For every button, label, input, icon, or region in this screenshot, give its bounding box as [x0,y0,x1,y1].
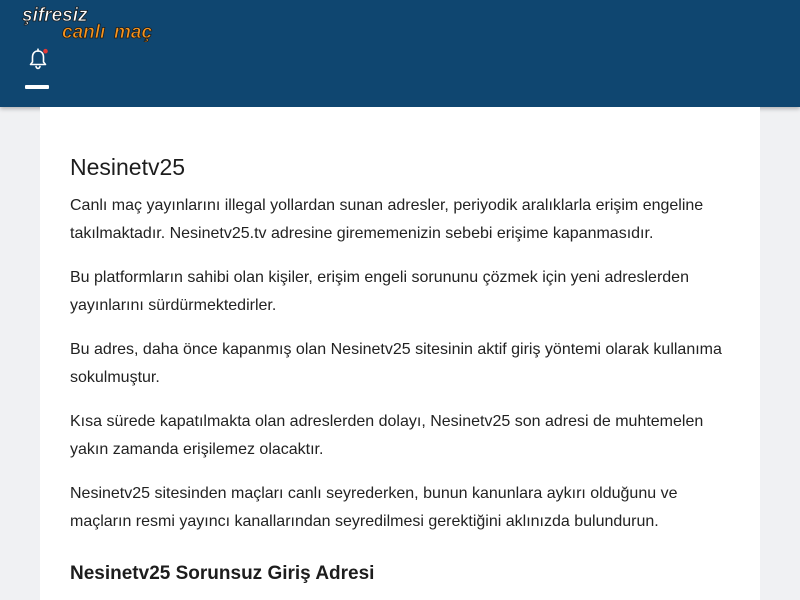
bell-icon[interactable] [27,48,49,70]
article-paragraph: Canlı maç yayınlarını illegal yollardan sunan adresler, periyodik aralıklarla erişim engeline takılmaktadır. Nesinetv25.tv adresine girememenizin sebebi erişime kapanmasıdır. [70,197,704,242]
article-paragraph: Kısa sürede kapatılmakta olan adreslerden dolayı, Nesinetv25 son adresi de muhtemelen yakın zamanda erişilemez olacaktır. [70,413,704,458]
page-title: Nesinetv25 [70,154,186,180]
site-header [0,0,800,107]
hamburger-menu-icon[interactable] [25,85,49,93]
notification-dot [43,49,48,54]
section-title: Nesinetv25 Sorunsuz Giriş Adresi [70,563,375,584]
article-paragraph: Bu adres, daha önce kapanmış olan Nesinetv25 sitesinin aktif giriş yöntemi olarak kullanıma sokulmuştur. [70,341,722,386]
logo-text-part2: canlı [62,22,106,42]
article-content [40,107,760,600]
article-paragraph: Nesinetv25 sitesinden maçları canlı seyrederken, bunun kanunlara aykırı olduğunu ve maçların resmi yayıncı kanallarından seyredilmesi gerektiğini aklınızda bulundurun. [70,485,678,530]
article-paragraph: Bu platformların sahibi olan kişiler, erişim engeli sorununu çözmek için yeni adreslerden yayınlarını sürdürmektedirler. [70,269,689,314]
hamburger-bar [25,85,49,89]
logo-text-part1: şifresiz [22,5,88,26]
site-logo[interactable] [20,2,170,42]
logo-text-part3: maç [114,22,153,42]
